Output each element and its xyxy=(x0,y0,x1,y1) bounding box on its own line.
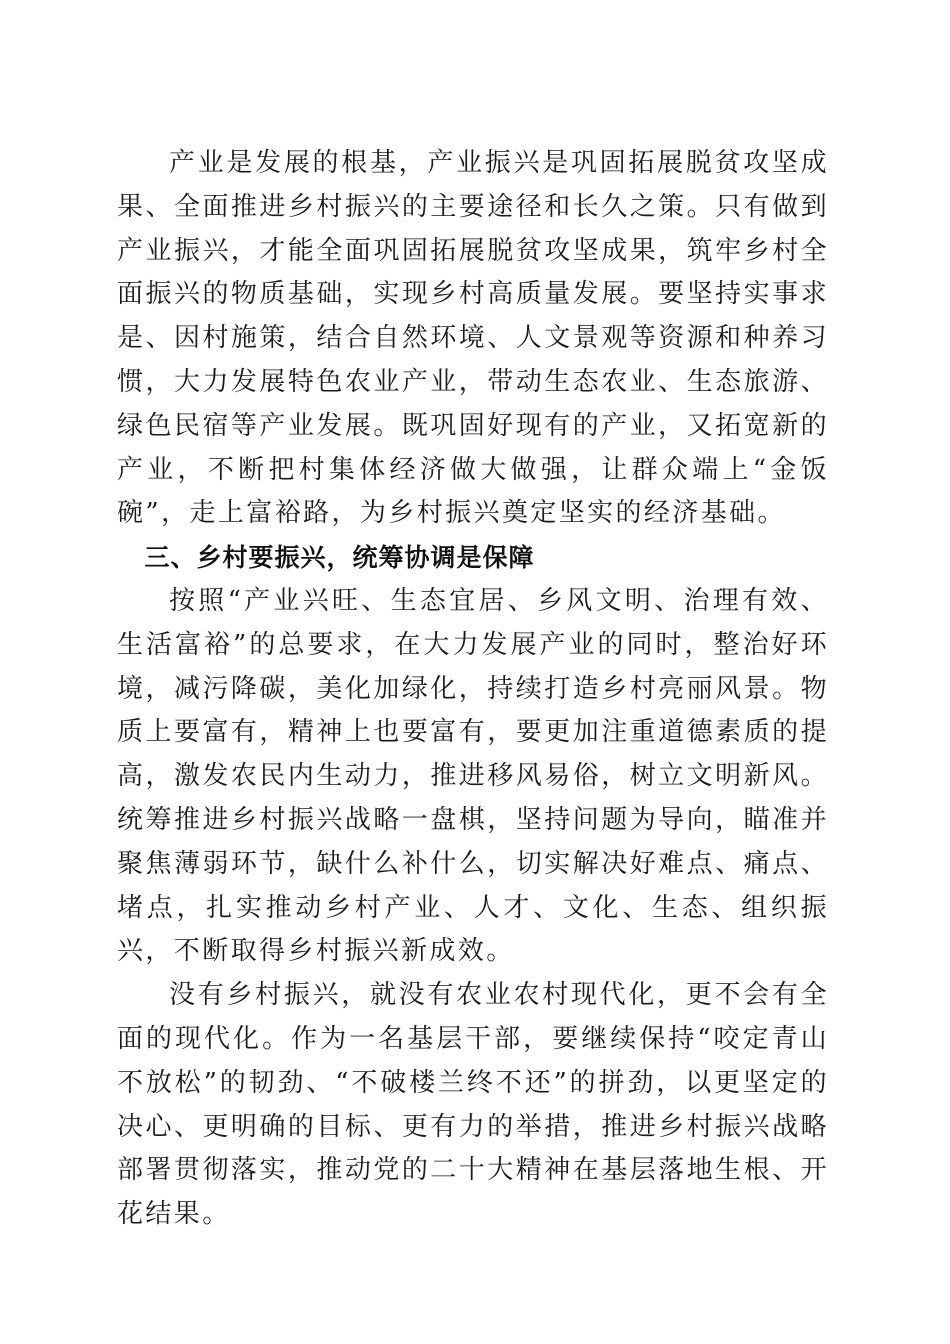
paragraph-overall-requirements: 按照“产业兴旺、生态宜居、乡风文明、治理有效、生活富裕”的总要求，在大力发展产业的同时，整治好环境，减污降碳，美化加绿化，持续打造乡村亮丽风景。物质上要富有，精神上也要富有，要更加注重道德素质的提高，激发农民内生动力，推进移风易俗，树立文明新风。统筹推进乡村振兴战略一盘棋，坚持问题为导向，瞄准并聚焦薄弱环节，缺什么补什么，切实解决好难点、痛点、堵点，扎实推动乡村产业、人才、文化、生态、组织振兴，不断取得乡村振兴新成效。 xyxy=(117,585,829,967)
document-body xyxy=(117,142,829,1237)
paragraph-conclusion: 没有乡村振兴，就没有农业农村现代化，更不会有全面的现代化。作为一名基层干部，要继续保持“咬定青山不放松”的韧劲、“不破楼兰终不还”的拼劲，以更坚定的决心、更明确的目标、更有力的举措，推进乡村振兴战略部署贯彻落实，推动党的二十大精神在基层落地生根、开花结果。 xyxy=(117,980,829,1230)
paragraph-industry-foundation: 产业是发展的根基，产业振兴是巩固拓展脱贫攻坚成果、全面推进乡村振兴的主要途径和长久之策。只有做到产业振兴，才能全面巩固拓展脱贫攻坚成果，筑牢乡村全面振兴的物质基础，实现乡村高质量发展。要坚持实事求是、因村施策，结合自然环境、人文景观等资源和种养习惯，大力发展特色农业产业，带动生态农业、生态旅游、绿色民宿等产业发展。既巩固好现有的产业，又拓宽新的产业，不断把村集体经济做大做强，让群众端上“金饭碗”，走上富裕路，为乡村振兴奠定坚实的经济基础。 xyxy=(117,148,829,529)
section-heading-3: 三、乡村要振兴，统筹协调是保障 xyxy=(144,543,535,573)
